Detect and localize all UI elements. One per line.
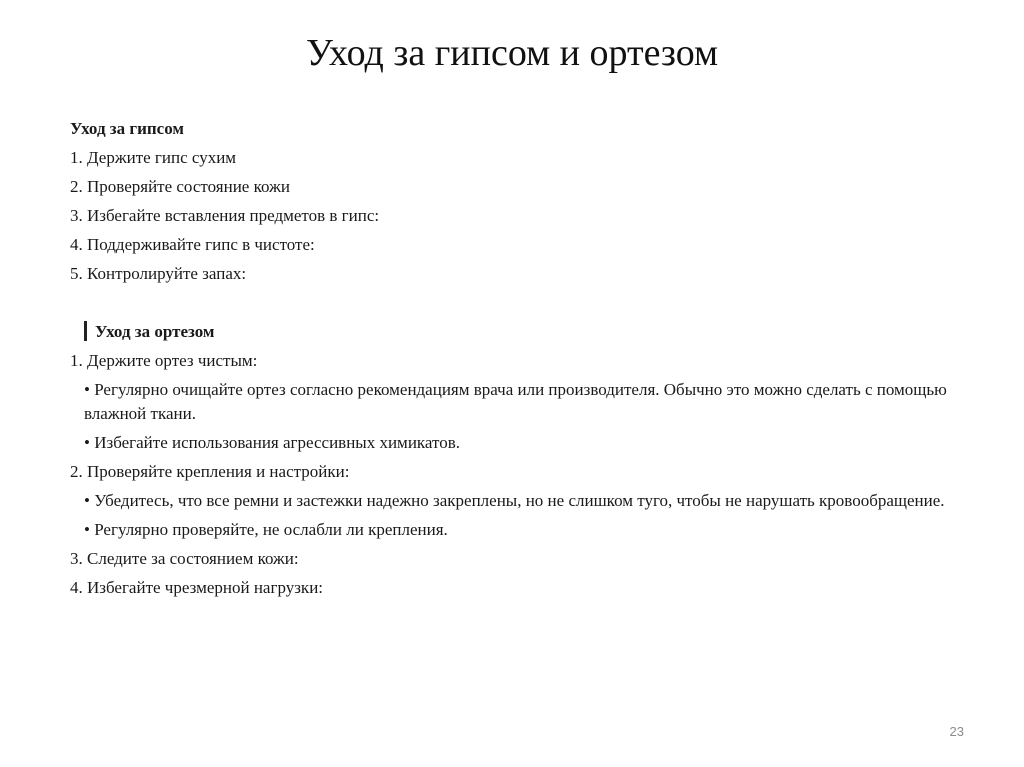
page-number: 23	[949, 724, 964, 739]
orthosis-item-2-bullet-2: • Регулярно проверяйте, не ослабли ли крепления.	[84, 520, 448, 539]
orthosis-item-2-bullet-1: • Убедитесь, что все ремни и застежки надежно закреплены, но не слишком туго, чтобы не нарушать кровообращение.	[84, 491, 945, 510]
orthosis-item-1-bullet-1: • Регулярно очищайте ортез согласно рекомендациям врача или производителя. Обычно это можно сделать с помощью влажной ткани.	[84, 380, 947, 423]
cast-care-heading: Уход за гипсом	[70, 119, 184, 138]
orthosis-care-heading-row[interactable]	[70, 317, 960, 346]
cast-item-1: 1. Держите гипс сухим	[70, 148, 237, 167]
orthosis-item-4: 4. Избегайте чрезмерной нагрузки:	[70, 578, 324, 597]
orthosis-item-2: 2. Проверяйте крепления и настройки:	[70, 462, 350, 481]
orthosis-care-heading: Уход за ортезом	[95, 322, 215, 341]
orthosis-item-1: 1. Держите ортез чистым:	[70, 351, 258, 370]
cast-item-4: 4. Поддерживайте гипс в чистоте:	[70, 235, 315, 254]
orthosis-item-1-bullet-2: • Избегайте использования агрессивных химикатов.	[84, 433, 461, 452]
section-spacer	[70, 288, 960, 317]
cast-item-3: 3. Избегайте вставления предметов в гипс:	[70, 206, 380, 225]
text-cursor-icon	[84, 321, 87, 341]
slide-content	[70, 114, 960, 602]
cast-item-2: 2. Проверяйте состояние кожи	[70, 177, 290, 196]
cast-item-5: 5. Контролируйте запах:	[70, 264, 247, 283]
slide-title: Уход за гипсом и ортезом	[305, 32, 719, 74]
orthosis-item-3: 3. Следите за состоянием кожи:	[70, 549, 299, 568]
